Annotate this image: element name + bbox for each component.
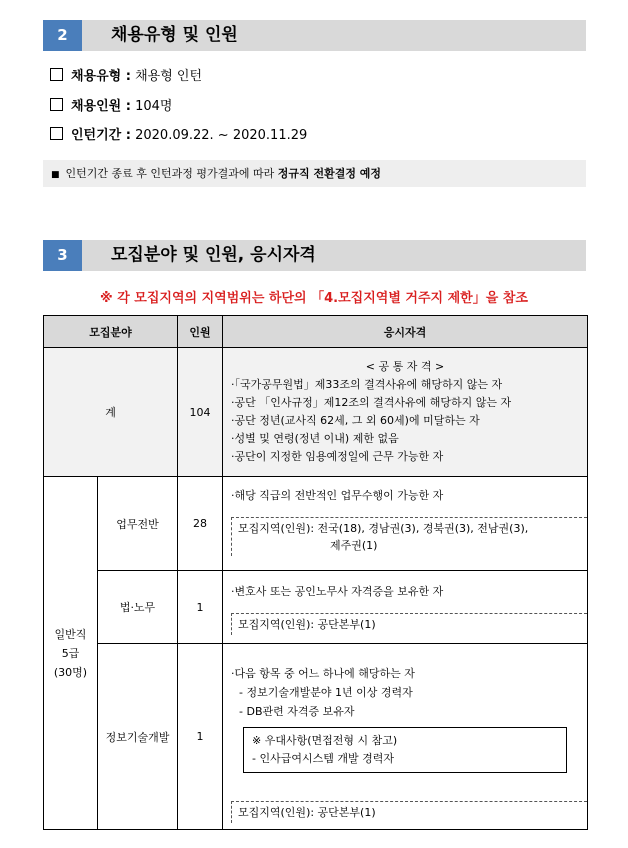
region-text: 모집지역(인원): 전국(18), 경남권(3), 경북권(3), 전남권(3), — [238, 522, 529, 535]
field-count: 1 — [178, 644, 223, 830]
field-qualification — [223, 644, 588, 830]
preference-box — [243, 727, 567, 773]
common-item: ·공단이 지정한 임용예정일에 근무 가능한 자 — [231, 450, 444, 463]
item-label: 채용유형 : — [71, 69, 131, 84]
note-emphasis: 정규직 전환결정 예정 — [277, 167, 382, 180]
section-3-title: 모집분야 및 인원, 응시자격 — [111, 245, 316, 265]
qualification-item: ·다음 항목 중 어느 하나에 해당하는 자 — [231, 667, 415, 680]
item-label: 인턴기간 : — [71, 128, 131, 143]
qualification-item: - DB관련 자격증 보유자 — [239, 705, 355, 718]
region-box — [231, 517, 587, 556]
common-item: ·공단 「인사규정」제12조의 결격사유에 해당하지 않는 자 — [231, 396, 512, 409]
checkbox-icon — [50, 68, 63, 81]
field-qualification — [223, 571, 588, 644]
field-name: 업무전반 — [98, 477, 178, 571]
item-label: 채용인원 : — [71, 99, 131, 114]
checkbox-icon — [50, 98, 63, 111]
conversion-note — [43, 160, 586, 187]
preference-item: - 인사급여시스템 개발 경력자 — [252, 752, 394, 765]
item-headcount — [50, 98, 172, 115]
region-box — [231, 801, 587, 823]
header-count: 인원 — [178, 316, 223, 348]
field-name: 법·노무 — [98, 571, 178, 644]
job-group — [44, 477, 98, 830]
group-line: 5급 — [61, 646, 80, 660]
common-item: ·「국가공무원법」제33조의 결격사유에 해당하지 않는 자 — [231, 378, 503, 391]
table-row — [44, 644, 588, 830]
region-text: 제주권(1) — [330, 539, 378, 552]
total-label: 계 — [44, 348, 178, 477]
note-text: 인턴기간 종료 후 인턴과정 평가결과에 따라 — [65, 167, 275, 180]
common-title: < 공 통 자 격 > — [365, 360, 445, 373]
region-text: 모집지역(인원): 공단본부(1) — [238, 806, 376, 819]
qualification-item: ·해당 직급의 전반적인 업무수행이 가능한 자 — [231, 489, 444, 502]
checkbox-icon — [50, 127, 63, 140]
total-row — [44, 348, 588, 477]
common-qualifications — [223, 348, 588, 477]
region-notice: ※ 각 모집지역의 지역범위는 하단의 「4.모집지역별 거주지 제한」을 참조 — [100, 291, 528, 306]
qualification-list — [223, 644, 587, 721]
field-count: 28 — [178, 477, 223, 571]
square-bullet-icon: ■ — [51, 170, 60, 180]
qualification-item: ·변호사 또는 공인노무사 자격증을 보유한 자 — [231, 585, 444, 598]
table-header-row — [44, 316, 588, 348]
region-box — [231, 613, 587, 635]
group-line: 일반직 — [54, 627, 87, 641]
table-row — [44, 571, 588, 644]
section-2-number: 2 — [43, 20, 82, 51]
field-name: 정보기술개발 — [98, 644, 178, 830]
item-intern-period — [50, 127, 307, 144]
common-item: ·성별 및 연령(정년 이내) 제한 없음 — [231, 432, 399, 445]
region-text: 모집지역(인원): 공단본부(1) — [238, 618, 376, 631]
field-qualification — [223, 477, 588, 571]
section-2-title: 채용유형 및 인원 — [111, 25, 238, 45]
section-3-header — [43, 240, 586, 271]
item-employment-type — [50, 68, 202, 85]
recruitment-table — [43, 315, 588, 830]
section-3-number: 3 — [43, 240, 82, 271]
header-field: 모집분야 — [44, 316, 178, 348]
qualification-item: - 정보기술개발분야 1년 이상 경력자 — [239, 686, 413, 699]
item-value: 2020.09.22. ~ 2020.11.29 — [135, 128, 308, 143]
common-item: ·공단 정년(교사직 62세, 그 외 60세)에 미달하는 자 — [231, 414, 480, 427]
table-row — [44, 477, 588, 571]
group-line: (30명) — [53, 665, 88, 679]
section-2-header — [43, 20, 586, 51]
item-value: 채용형 인턴 — [135, 69, 203, 84]
preference-title: ※ 우대사항(면접전형 시 참고) — [252, 734, 398, 747]
header-qualification: 응시자격 — [223, 316, 588, 348]
total-count: 104 — [178, 348, 223, 477]
item-value: 104명 — [135, 99, 173, 114]
field-count: 1 — [178, 571, 223, 644]
